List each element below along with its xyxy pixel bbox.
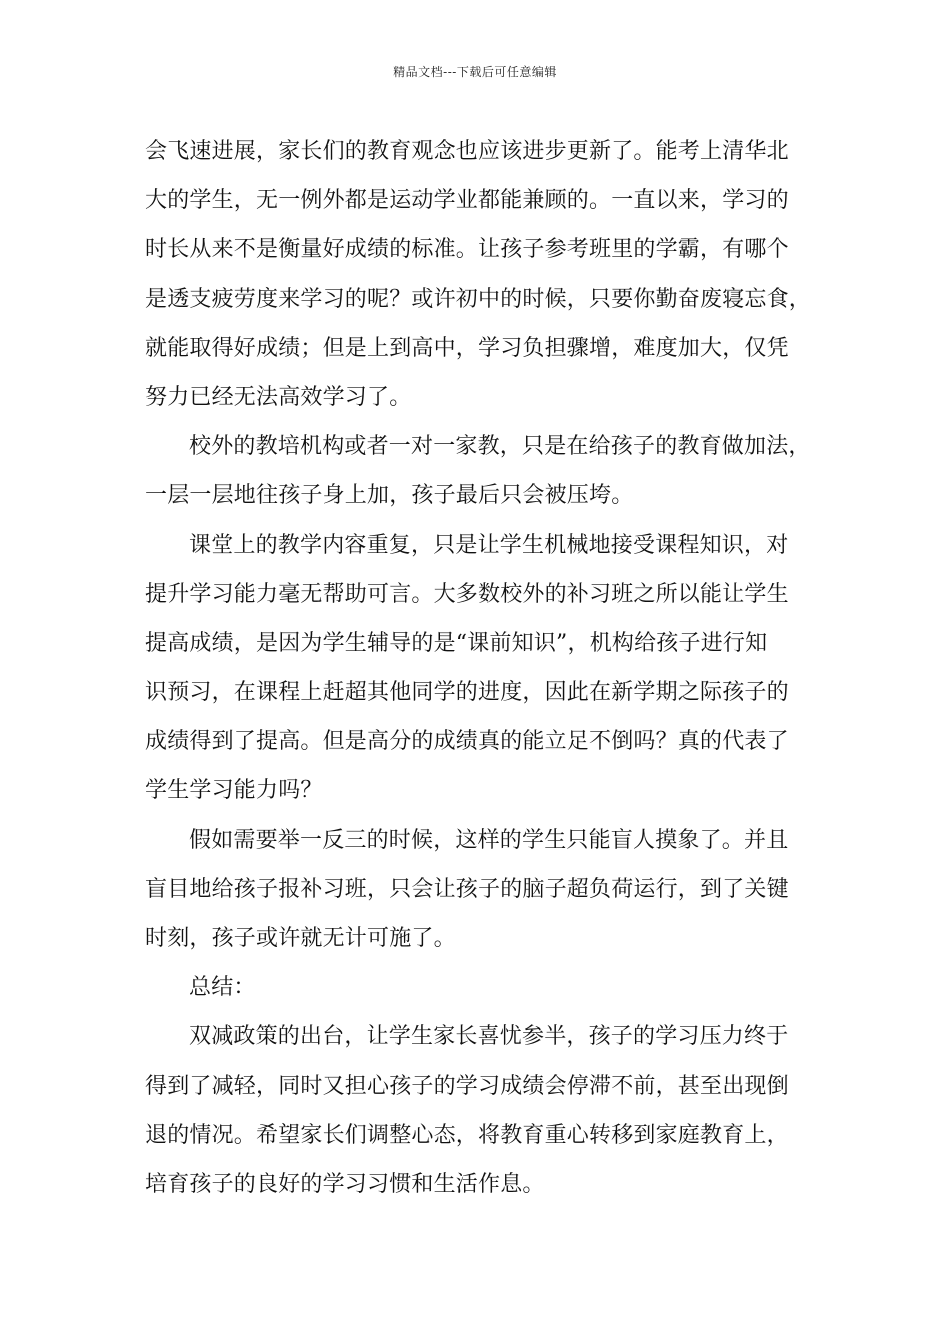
text-line: 学生学习能力吗？	[145, 778, 323, 804]
text-line: 双减政策的出台，让学生家长喜忧参半，孩子的学习压力终于	[189, 1024, 789, 1050]
text-line: 会飞速进展，家长们的教育观念也应该进步更新了。能考上清华北	[145, 139, 789, 164]
text-line: 成绩得到了提高。但是高分的成绩真的能立足不倒吗？真的代表了	[145, 729, 789, 755]
text-line: 提升学习能力毫无帮助可言。大多数校外的补习班之所以能让学生	[145, 581, 789, 607]
text-line: 课堂上的教学内容重复，只是让学生机械地接受课程知识，对	[189, 532, 789, 558]
document-body	[145, 127, 825, 1209]
page-header: 精品文档---下载后可任意编辑	[393, 65, 557, 79]
text-line: 提高成绩，是因为学生辅导的是“课前知识”，机构给孩子进行知	[145, 630, 768, 656]
text-line: 时长从来不是衡量好成绩的标准。让孩子参考班里的学霸，有哪个	[145, 237, 789, 263]
text-line: 培育孩子的良好的学习习惯和生活作息。	[145, 1171, 545, 1197]
text-line: 总结：	[189, 975, 256, 1001]
text-line: 就能取得好成绩；但是上到高中，学习负担骤增，难度加大，仅凭	[145, 335, 789, 361]
text-line: 是透支疲劳度来学习的呢？或许初中的时候，只要你勤奋废寝忘食，	[145, 286, 812, 312]
text-line: 识预习，在课程上赶超其他同学的进度，因此在新学期之际孩子的	[145, 680, 789, 706]
text-line: 努力已经无法高效学习了。	[145, 384, 412, 410]
text-line: 一层一层地往孩子身上加，孩子最后只会被压垮。	[145, 483, 634, 509]
text-line: 盲目地给孩子报补习班，只会让孩子的脑子超负荷运行，到了关键	[145, 876, 789, 902]
text-line: 校外的教培机构或者一对一家教，只是在给孩子的教育做加法，	[189, 434, 811, 460]
text-line: 得到了减轻，同时又担心孩子的学习成绩会停滞不前，甚至出现倒	[145, 1073, 789, 1099]
text-line: 时刻，孩子或许就无计可施了。	[145, 926, 456, 951]
text-line: 退的情况。希望家长们调整心态，将教育重心转移到家庭教育上，	[145, 1122, 789, 1148]
text-line: 假如需要举一反三的时候，这样的学生只能盲人摸象了。并且	[189, 827, 789, 853]
text-line: 大的学生，无一例外都是运动学业都能兼顾的。一直以来，学习的	[145, 188, 789, 214]
